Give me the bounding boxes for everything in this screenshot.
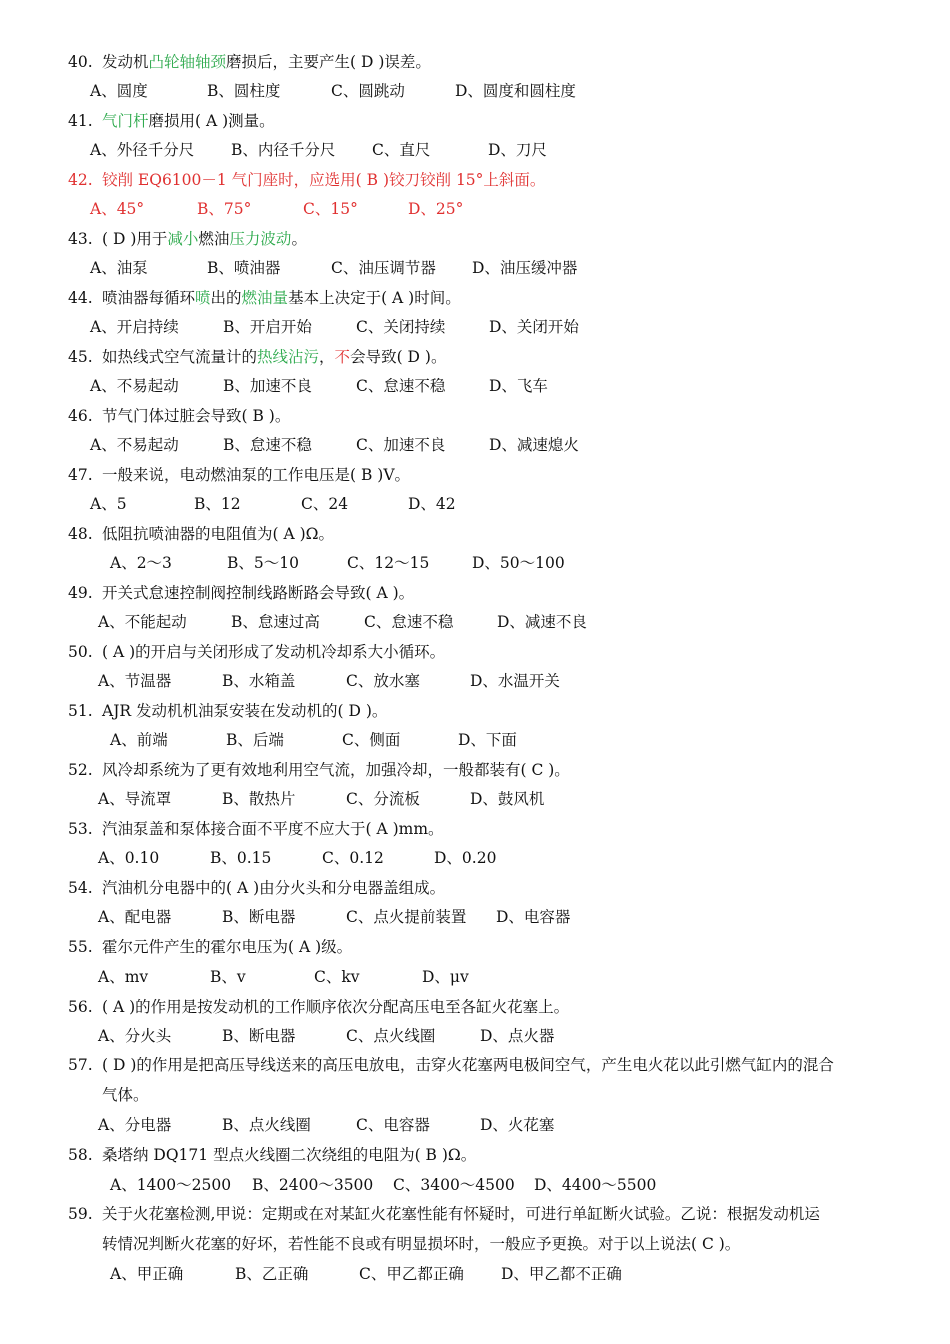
question-text: 基本上决定于( A )时间。 xyxy=(288,289,461,307)
option-c: C、甲乙都正确 xyxy=(359,1265,464,1283)
question-number: 47. xyxy=(68,466,93,484)
option-b: B、内径千分尺 xyxy=(231,141,336,159)
question-number: 40. xyxy=(68,53,93,71)
highlight-text: 凸轮轴轴颈 xyxy=(148,53,227,71)
question-text: 如热线式空气流量计的 xyxy=(102,348,258,366)
option-b: B、断电器 xyxy=(222,908,296,926)
option-b: B、75° xyxy=(197,200,252,218)
question-number: 45. xyxy=(68,348,93,366)
options-55 xyxy=(98,966,469,988)
options-40 xyxy=(90,80,576,102)
option-a: A、外径千分尺 xyxy=(90,141,195,159)
question-text: 低阻抗喷油器的电阻值为( A )Ω。 xyxy=(102,525,334,543)
question-50 xyxy=(68,641,445,663)
question-text: 关于火花塞检测,甲说：定期或在对某缸火花塞性能有怀疑时，可进行单缸断火试验。乙说：根据发动机运 xyxy=(102,1205,820,1223)
question-56 xyxy=(68,996,569,1018)
option-a: A、mv xyxy=(98,968,149,986)
options-44 xyxy=(90,316,579,338)
question-41 xyxy=(68,110,275,132)
option-a: A、5 xyxy=(90,495,127,513)
question-51 xyxy=(68,700,387,722)
question-text: 发动机 xyxy=(102,53,149,71)
option-b: B、后端 xyxy=(226,731,284,749)
option-b: B、5～10 xyxy=(227,554,299,572)
question-text: 汽油机分电器中的( A )由分火头和分电器盖组成。 xyxy=(102,879,446,897)
option-b: B、圆柱度 xyxy=(207,82,281,100)
option-c: C、圆跳动 xyxy=(331,82,405,100)
options-54 xyxy=(98,906,570,928)
option-b: B、12 xyxy=(194,495,241,513)
option-d: D、水温开关 xyxy=(470,672,560,690)
question-number: 43. xyxy=(68,230,93,248)
option-a: A、前端 xyxy=(110,731,168,749)
question-text: 节气门体过脏会导致( B )。 xyxy=(102,407,291,425)
question-text: ( A )的开启与关闭形成了发动机冷却系大小循环。 xyxy=(102,643,446,661)
option-d: D、甲乙都不正确 xyxy=(501,1265,622,1283)
option-c: C、侧面 xyxy=(342,731,401,749)
option-d: D、火花塞 xyxy=(480,1116,555,1134)
question-number: 51. xyxy=(68,702,93,720)
options-49 xyxy=(98,611,587,633)
option-d: D、0.20 xyxy=(434,849,497,867)
option-b: B、v xyxy=(210,968,246,986)
question-number: 42. xyxy=(68,171,93,189)
question-text: 燃油 xyxy=(198,230,230,248)
option-b: B、散热片 xyxy=(222,790,296,808)
options-57 xyxy=(98,1114,554,1136)
options-45 xyxy=(90,375,548,397)
option-c: C、分流板 xyxy=(346,790,420,808)
option-d: D、鼓风机 xyxy=(470,790,545,808)
question-text: ( D )用于 xyxy=(102,230,168,248)
option-b: B、断电器 xyxy=(222,1027,296,1045)
highlight-text: 喷 xyxy=(195,289,211,307)
question-number: 57. xyxy=(68,1056,93,1074)
question-47 xyxy=(68,464,410,486)
question-text: 霍尔元件产生的霍尔电压为( A )级。 xyxy=(102,938,353,956)
question-text: 铰削 EQ6100－1 气门座时，应选用( B )铰刀铰削 15°上斜面。 xyxy=(102,171,546,189)
question-number: 48. xyxy=(68,525,93,543)
option-a: A、1400～2500 xyxy=(110,1176,232,1194)
highlight-text: 压力波动 xyxy=(229,230,292,248)
option-a: A、配电器 xyxy=(98,908,172,926)
question-54 xyxy=(68,877,445,899)
question-40 xyxy=(68,51,431,73)
option-c: C、电容器 xyxy=(356,1116,430,1134)
options-58 xyxy=(110,1174,656,1196)
option-b: B、0.15 xyxy=(210,849,272,867)
highlight-text: 减小 xyxy=(167,230,199,248)
option-c: C、15° xyxy=(303,200,358,218)
option-c: C、kv xyxy=(314,968,360,986)
option-c: C、加速不良 xyxy=(356,436,446,454)
option-d: D、减速不良 xyxy=(497,613,587,631)
option-c: C、12～15 xyxy=(347,554,430,572)
option-a: A、甲正确 xyxy=(110,1265,184,1283)
question-text: ( D )的作用是把高压导线送来的高压电放电，击穿火花塞两电极间空气，产生电火花以此引燃气缸内的混合 xyxy=(102,1056,834,1074)
question-text: ( A )的作用是按发动机的工作顺序依次分配高压电至各缸火花塞上。 xyxy=(102,998,570,1016)
options-41 xyxy=(90,139,547,161)
highlight-text: 热线沾污 xyxy=(257,348,320,366)
option-a: A、圆度 xyxy=(90,82,148,100)
options-52 xyxy=(98,788,544,810)
option-b: B、怠速不稳 xyxy=(223,436,312,454)
option-a: A、导流罩 xyxy=(98,790,172,808)
question-text-continued: 气体。 xyxy=(102,1086,149,1104)
question-text: 桑塔纳 DQ171 型点火线圈二次绕组的电阻为( B )Ω。 xyxy=(102,1146,477,1164)
option-c: C、关闭持续 xyxy=(356,318,446,336)
question-text: 。 xyxy=(291,230,307,248)
question-number: 46. xyxy=(68,407,93,425)
question-number: 50. xyxy=(68,643,93,661)
question-48 xyxy=(68,523,334,545)
options-59 xyxy=(110,1263,622,1285)
option-d: D、下面 xyxy=(458,731,517,749)
option-d: D、点火器 xyxy=(480,1027,555,1045)
option-d: D、飞车 xyxy=(489,377,548,395)
option-d: D、电容器 xyxy=(496,908,571,926)
option-a: A、2～3 xyxy=(110,554,172,572)
question-52 xyxy=(68,759,570,781)
option-a: A、0.10 xyxy=(98,849,160,867)
question-text: 风冷却系统为了更有效地利用空气流，加强冷却，一般都装有( C )。 xyxy=(102,761,570,779)
option-c: C、直尺 xyxy=(372,141,431,159)
question-number: 55. xyxy=(68,938,93,956)
question-number: 52. xyxy=(68,761,93,779)
option-b: B、喷油器 xyxy=(207,259,281,277)
question-53 xyxy=(68,818,444,840)
option-d: D、油压缓冲器 xyxy=(472,259,578,277)
option-d: D、50～100 xyxy=(472,554,565,572)
question-number: 49. xyxy=(68,584,93,602)
option-a: A、开启持续 xyxy=(90,318,179,336)
question-text: 一般来说，电动燃油泵的工作电压是( B )V。 xyxy=(102,466,411,484)
option-d: D、圆度和圆柱度 xyxy=(455,82,576,100)
question-57 xyxy=(68,1050,892,1110)
option-b: B、乙正确 xyxy=(235,1265,309,1283)
question-55 xyxy=(68,936,352,958)
option-b: B、开启开始 xyxy=(223,318,312,336)
question-text: 汽油泵盖和泵体接合面不平度不应大于( A )mm。 xyxy=(102,820,444,838)
option-c: C、放水塞 xyxy=(346,672,420,690)
option-a: A、不易起动 xyxy=(90,436,179,454)
option-b: B、2400～3500 xyxy=(252,1176,374,1194)
question-number: 56. xyxy=(68,998,93,1016)
question-59 xyxy=(68,1199,892,1259)
option-c: C、怠速不稳 xyxy=(356,377,446,395)
options-42 xyxy=(90,198,463,220)
question-text: 会导致( D )。 xyxy=(350,348,447,366)
option-a: A、45° xyxy=(90,200,145,218)
option-d: D、μv xyxy=(422,968,469,986)
question-text: ， xyxy=(319,348,335,366)
option-a: A、油泵 xyxy=(90,259,148,277)
question-text: 磨损后，主要产生( D )误差。 xyxy=(226,53,431,71)
options-56 xyxy=(98,1025,554,1047)
option-c: C、点火线圈 xyxy=(346,1027,436,1045)
question-46 xyxy=(68,405,290,427)
question-number: 54. xyxy=(68,879,93,897)
option-d: D、42 xyxy=(408,495,456,513)
question-text: AJR 发动机机油泵安装在发动机的( D )。 xyxy=(102,702,388,720)
options-43 xyxy=(90,257,577,279)
question-number: 44. xyxy=(68,289,93,307)
options-48 xyxy=(110,552,565,574)
option-d: D、关闭开始 xyxy=(489,318,579,336)
question-text: 磨损用( A )测量。 xyxy=(148,112,275,130)
option-b: B、水箱盖 xyxy=(222,672,296,690)
option-a: A、分电器 xyxy=(98,1116,172,1134)
question-number: 41. xyxy=(68,112,93,130)
option-c: C、怠速不稳 xyxy=(364,613,454,631)
question-43 xyxy=(68,228,307,250)
highlight-text: 气门杆 xyxy=(102,112,149,130)
highlight-text: 燃油量 xyxy=(241,289,289,307)
option-a: A、不能起动 xyxy=(98,613,187,631)
option-d: D、25° xyxy=(408,200,464,218)
option-a: A、节温器 xyxy=(98,672,172,690)
question-45 xyxy=(68,346,446,368)
question-text-continued: 转情况判断火花塞的好坏，若性能不良或有明显损坏时，一般应予更换。对于以上说法( C )。 xyxy=(102,1235,741,1253)
option-b: B、点火线圈 xyxy=(222,1116,311,1134)
options-53 xyxy=(98,847,496,869)
option-a: A、不易起动 xyxy=(90,377,179,395)
question-number: 53. xyxy=(68,820,93,838)
option-b: B、怠速过高 xyxy=(231,613,320,631)
question-44 xyxy=(68,287,461,309)
question-number: 58. xyxy=(68,1146,93,1164)
option-c: C、0.12 xyxy=(322,849,384,867)
option-d: D、刀尺 xyxy=(488,141,547,159)
option-c: C、点火提前装置 xyxy=(346,908,467,926)
question-text: 开关式怠速控制阀控制线路断路会导致( A )。 xyxy=(102,584,415,602)
option-c: C、油压调节器 xyxy=(331,259,436,277)
options-50 xyxy=(98,670,560,692)
question-49 xyxy=(68,582,414,604)
option-b: B、加速不良 xyxy=(223,377,312,395)
option-c: C、24 xyxy=(301,495,349,513)
options-46 xyxy=(90,434,579,456)
question-number: 59. xyxy=(68,1205,93,1223)
option-c: C、3400～4500 xyxy=(393,1176,515,1194)
options-47 xyxy=(90,493,456,515)
question-58 xyxy=(68,1144,476,1166)
options-51 xyxy=(110,729,517,751)
question-text: 喷油器每循环 xyxy=(102,289,196,307)
option-d: D、4400～5500 xyxy=(534,1176,657,1194)
highlight-text: 不 xyxy=(334,348,351,366)
option-d: D、减速熄火 xyxy=(489,436,579,454)
question-text: 出的 xyxy=(210,289,242,307)
option-a: A、分火头 xyxy=(98,1027,172,1045)
question-42 xyxy=(68,169,545,191)
